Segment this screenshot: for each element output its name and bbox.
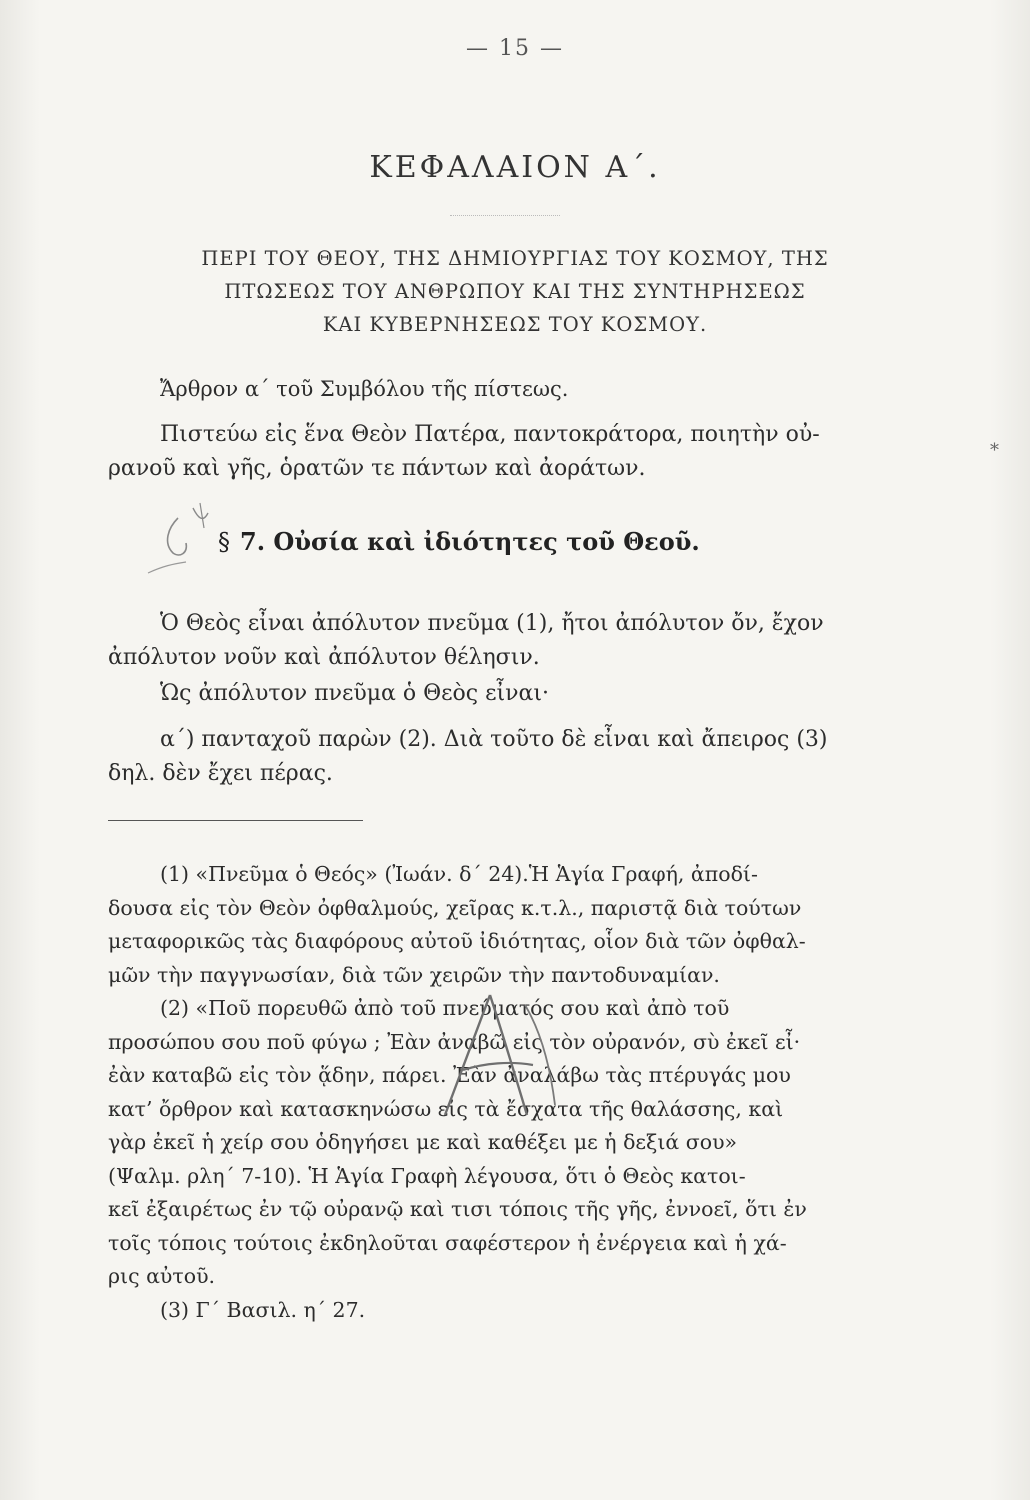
footnote-3	[108, 1294, 903, 1328]
footnote-line: (1) «Πνεῦμα ὁ Θεός» (Ἰωάν. δ΄ 24).Ἡ Ἁγία Γραφή, ἀποδί-	[160, 862, 758, 886]
creed-text	[108, 418, 903, 486]
paragraph-line: Ὁ Θεὸς εἶναι ἀπόλυτον πνεῦμα (1), ἤτοι ἀπόλυτον ὄν, ἔχον	[160, 611, 824, 636]
footnote-line: μῶν τὴν παγγνωσίαν, διὰ τῶν χειρῶν τὴν παντοδυναμίαν.	[108, 962, 720, 987]
pencil-letter-mark	[415, 985, 565, 1125]
footnote-1	[108, 858, 903, 992]
subtitle-line: ΠΤΩΣΕΩΣ ΤΟΥ ΑΝΘΡΩΠΟΥ ΚΑΙ ΤΗΣ ΣΥΝΤΗΡΗΣΕΩΣ	[224, 280, 806, 303]
paragraph-line: Ὡς ἀπόλυτον πνεῦμα ὁ Θεὸς εἶναι·	[160, 681, 549, 706]
chapter-subtitle	[110, 242, 920, 341]
chapter-title: ΚΕΦΑΛΑΙΟΝ Α΄.	[369, 150, 661, 185]
subtitle-line: ΚΑΙ ΚΥΒΕΡΝΗΣΕΩΣ ΤΟΥ ΚΟΣΜΟΥ.	[322, 313, 708, 336]
footnote-line: δουσα εἰς τὸν Θεὸν ὀφθαλμούς, χεῖρας κ.τ.λ., παριστᾷ διὰ τούτων	[108, 895, 802, 920]
footnote-divider	[108, 820, 363, 821]
section-title: 7. Οὐσία καὶ ἰδιότητες τοῦ Θεοῦ.	[240, 527, 700, 556]
footnote-line: μεταφορικῶς τὰς διαφόρους αὐτοῦ ἰδιότητας, οἷον διὰ τῶν ὀφθαλ-	[108, 929, 806, 953]
margin-asterisk: *	[990, 440, 999, 461]
chapter-divider	[450, 215, 560, 216]
article-label: Ἄρθρον α΄ τοῦ Συμβόλου τῆς πίστεως.	[160, 377, 569, 401]
pencil-annotation-mark	[138, 498, 228, 578]
footnote-line: προσώπου σου ποῦ φύγω ; Ἐὰν ἀναβῶ εἰς τὸν οὐρανόν, σὺ ἐκεῖ εἶ·	[108, 1029, 801, 1054]
footnote-line: (Ψαλμ. ρλη΄ 7-10). Ἡ Ἁγία Γραφὴ λέγουσα, ὅτι ὁ Θεὸς κατοι-	[108, 1163, 746, 1188]
paragraph-3	[108, 723, 903, 791]
subtitle-line: ΠΕΡΙ ΤΟΥ ΘΕΟΥ, ΤΗΣ ΔΗΜΙΟΥΡΓΙΑΣ ΤΟΥ ΚΟΣΜΟΥ, ΤΗΣ	[201, 247, 829, 270]
footnote-line: ρις αὐτοῦ.	[108, 1264, 216, 1288]
section-heading	[218, 527, 700, 556]
footnote-line: (3) Γ΄ Βασιλ. η΄ 27.	[160, 1297, 366, 1322]
footnote-line: κεῖ ἐξαιρέτως ἐν τῷ οὐρανῷ καὶ τισι τόποις τῆς γῆς, ἐννοεῖ, ὅτι ἐν	[108, 1197, 807, 1221]
page-number: — 15 —	[466, 36, 564, 61]
footnote-line: γὰρ ἐκεῖ ἡ χείρ σου ὁδηγήσει με καὶ καθέξει με ἡ δεξιά σου»	[108, 1130, 738, 1154]
footnote-line: κατ’ ὄρθρον καὶ κατασκηνώσω εἰς τὰ ἔσχατα τῆς θαλάσσης, καὶ	[108, 1096, 784, 1121]
creed-line: Πιστεύω εἰς ἕνα Θεὸν Πατέρα, παντοκράτορα, ποιητὴν οὐ-	[160, 422, 820, 447]
paragraph-2	[108, 677, 903, 711]
paragraph-line: ἀπόλυτον νοῦν καὶ ἀπόλυτον θέλησιν.	[108, 645, 540, 670]
paragraph-line: α΄) πανταχοῦ παρὼν (2). Διὰ τοῦτο δὲ εἶναι καὶ ἄπειρος (3)	[160, 727, 828, 752]
section-mark: §	[218, 528, 230, 556]
footnote-line: ἐὰν καταβῶ εἰς τὸν ᾅδην, πάρει. Ἐὰν ἀναλάβω τὰς πτέρυγάς μου	[108, 1063, 791, 1087]
footnote-line: (2) «Ποῦ πορευθῶ ἀπὸ τοῦ πνεύματός σου καὶ ἀπὸ τοῦ	[160, 996, 730, 1020]
footnote-line: τοῖς τόποις τούτοις ἐκδηλοῦται σαφέστερον ἡ ἐνέργεια καὶ ἡ χά-	[108, 1230, 787, 1255]
paragraph-1	[108, 607, 903, 675]
paragraph-line: δηλ. δὲν ἔχει πέρας.	[108, 761, 333, 786]
creed-line: ρανοῦ καὶ γῆς, ὁρατῶν τε πάντων καὶ ἀοράτων.	[108, 456, 646, 481]
